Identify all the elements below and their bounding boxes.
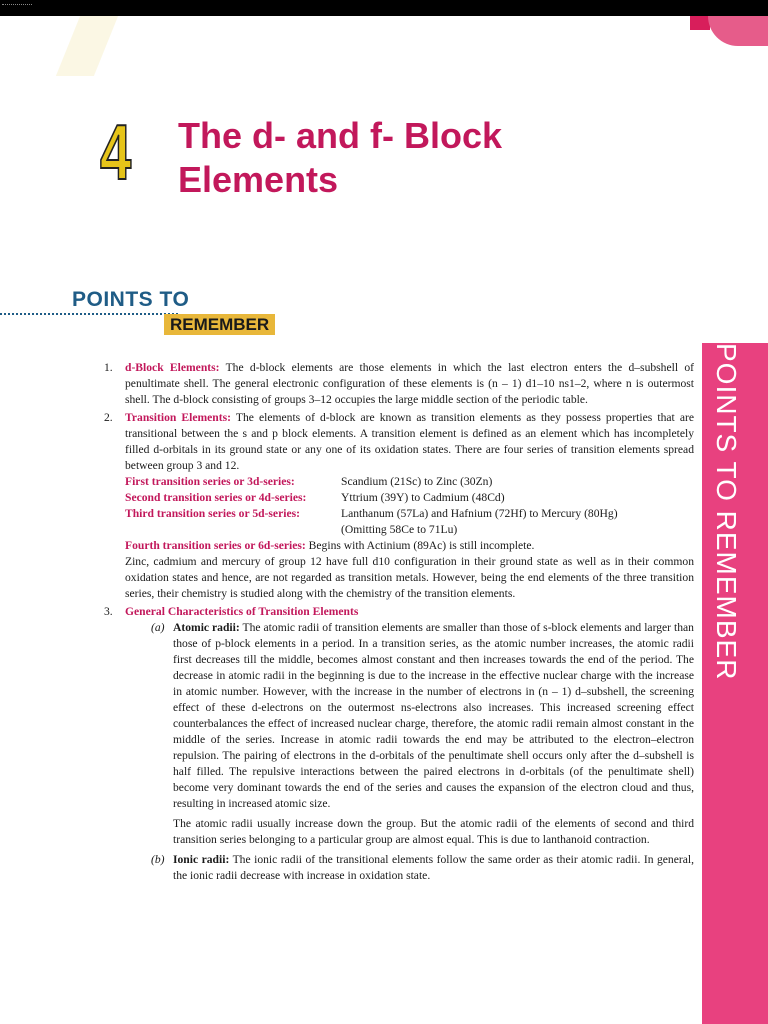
series-value: Begins with Actinium (89Ac) is still incomplete.	[308, 539, 535, 552]
sub-item-text: The atomic radii of transition elements are smaller than those of s-block elements and larger than those of p-block elements in a period. In a transition series, as the atomic number increases, the atomic radii first decreases till the middle, becomes almost constant and then increases towards the end of the period. The decrease in atomic radii in the beginning is due to the increase in the effective nuclear charge with the increase in atomic number. However, with the increase in the number of electrons in (n – 1) d–subshell, the screening effect of these d-electrons on the outermost ns-electrons also increases. This increased screening effect counterbalances the effect of increased nuclear charge, therefore, the atomic radii remain almost constant in the middle of the series. Increase in atomic radii towards the end may be attributed to the electron–electron repulsion. The pairing of electrons in the d-orbitals of the penultimate shell occurs only after the d–subshell is half filled. The repulsive interactions between the paired electrons in d-orbitals (of the penultimate shell) become very dominant towards the end of the series and causes the expansion of the electron cloud and thus, resulting in increased atomic size.	[173, 621, 694, 810]
side-tab-label: POINTS TO REMEMBER	[711, 343, 742, 681]
series-label	[125, 522, 341, 538]
series-label: Second transition series or 4d-series:	[125, 491, 307, 504]
series-row	[125, 506, 694, 522]
item-text: The elements of d-block are known as transition elements as they possess properties that are transitional between the s and p block elements. A transition element is defined as an element which has incompletely filled d-orbitals in its ground state or any one of its oxidation states. There are four series of transition elements spread between group 3 and 12.	[125, 411, 694, 472]
item-number: 1.	[104, 361, 113, 374]
sub-item-letter: (a)	[151, 621, 165, 634]
series-row	[125, 474, 694, 490]
dotted-divider	[0, 313, 178, 315]
list-item	[104, 360, 694, 408]
series-row	[125, 490, 694, 506]
decorative-corner-curve	[708, 16, 768, 46]
series-row-fourth	[125, 538, 694, 554]
sub-item-letter: (b)	[151, 853, 165, 866]
top-bar	[0, 0, 768, 16]
notes-body	[104, 360, 694, 886]
series-label: Fourth transition series or 6d-series:	[125, 539, 306, 552]
item-number: 2.	[104, 411, 113, 424]
chapter-number: 4	[100, 108, 132, 196]
sub-item-ionic-radii	[125, 852, 694, 884]
chapter-title-line2: Elements	[178, 159, 339, 200]
sub-item-heading: Atomic radii:	[173, 621, 240, 634]
side-tab	[702, 343, 768, 1024]
series-value: (Omitting 58Ce to 71Lu)	[341, 523, 458, 536]
series-label: First transition series or 3d-series:	[125, 475, 295, 488]
series-value: Lanthanum (57La) and Hafnium (72Hf) to Mercury (80Hg)	[341, 507, 618, 520]
sub-item-atomic-radii	[125, 620, 694, 812]
series-value: Yttrium (39Y) to Cadmium (48Cd)	[341, 491, 505, 504]
series-row	[125, 522, 694, 538]
item-heading: d-Block Elements:	[125, 361, 220, 374]
series-value: Scandium (21Sc) to Zinc (30Zn)	[341, 475, 493, 488]
item-text: The d-block elements are those elements in which the last electron enters the d–subshell of penultimate shell. The general electronic configuration of these elements is (n – 1) d1–10 ns1–2, where n is outermost shell. The d-block consisting of groups 3–12 occupies the large middle section of the periodic table.	[125, 361, 694, 406]
chapter-title	[178, 114, 502, 202]
list-item	[104, 604, 694, 884]
sub-item-heading: Ionic radii:	[173, 853, 230, 866]
item-number: 3.	[104, 605, 113, 618]
sub-item-paragraph: The atomic radii usually increase down the group. But the atomic radii of the elements of second and third transition series belonging to a particular group are almost equal. This is due to lanthanoid contraction.	[173, 817, 694, 846]
section-heading-remember: REMEMBER	[164, 314, 275, 335]
item-heading: Transition Elements:	[125, 411, 231, 424]
item-heading: General Characteristics of Transition Elements	[125, 605, 359, 618]
sub-item-text: The ionic radii of the transitional elements follow the same order as their atomic radii. In general, the ionic radii decrease with increase in oxidation state.	[173, 853, 694, 882]
dotted-marker	[2, 4, 32, 11]
chapter-title-line1: The d- and f- Block	[178, 115, 502, 156]
zinc-note: Zinc, cadmium and mercury of group 12 have full d10 configuration in their ground state as well as in their common oxidation states and hence, are not regarded as transition metals. However, being the end elements of the three transition series, their chemistry is studied along with the chemistry of the transition elements.	[125, 555, 694, 600]
series-label: Third transition series or 5d-series:	[125, 507, 300, 520]
list-item	[104, 410, 694, 602]
decorative-corner	[690, 16, 710, 30]
section-heading-points: POINTS TO	[72, 288, 190, 311]
decorative-stripe	[56, 16, 118, 76]
